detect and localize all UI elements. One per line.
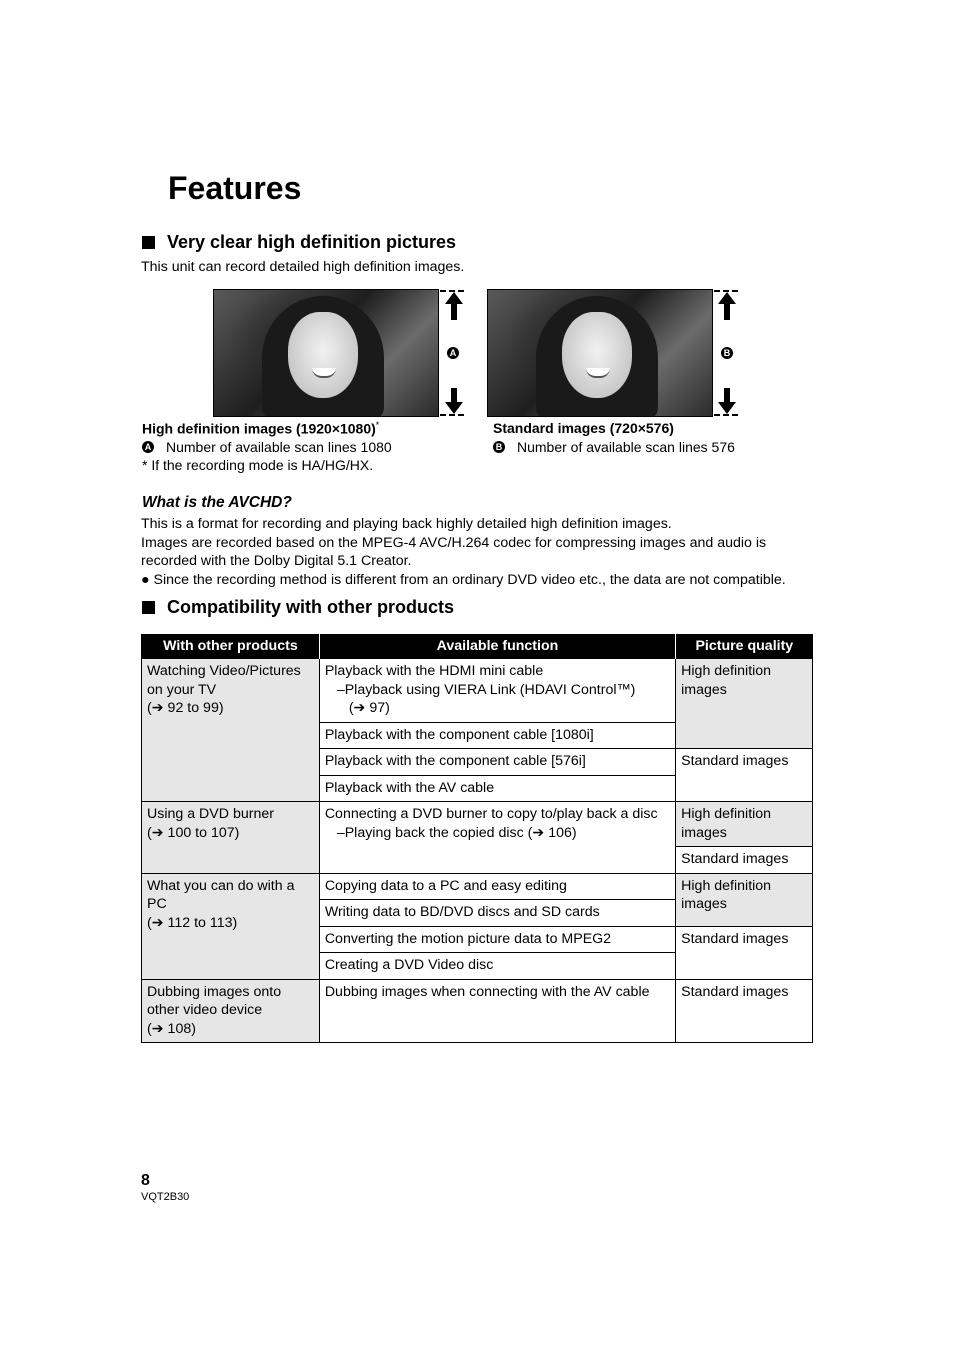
quality-cell-hd [676, 873, 813, 926]
quality-cell-sd: Standard images [676, 926, 813, 979]
function-cell: Playback with the component cable [1080i] [319, 722, 675, 749]
function-text: Connecting a DVD burner to copy to/play back a disc [324, 806, 658, 822]
avchd-line-2: Images are recorded based on the MPEG-4 AVC/H.264 codec for compressing images and audio is [141, 534, 767, 551]
avchd-line-3: recorded with the Dolby Digital 5.1 Creator. [141, 553, 412, 569]
photo-face [288, 312, 358, 398]
product-text: What you can do with a [147, 877, 295, 894]
quality-text: High definition [681, 663, 772, 679]
hd-marker-a: A [447, 347, 459, 359]
hd-scan-note-text: Number of available scan lines 1080 [166, 439, 392, 455]
avchd-body [141, 515, 831, 589]
function-cell: Dubbing images when connecting with the AV cable [319, 979, 675, 1043]
page-reference: (➔ 100 to 107) [147, 824, 240, 841]
sd-scan-note-text: Number of available scan lines 576 [517, 439, 735, 455]
section-heading-hd-text: Very clear high definition pictures [167, 232, 457, 252]
hd-caption-footnote-mark: * [375, 420, 380, 430]
function-cell: Writing data to BD/DVD discs and SD cards [319, 900, 675, 927]
avchd-line-1: This is a format for recording and playing back highly detailed high definition images. [141, 516, 672, 532]
function-subtext: –Playing back the copied disc (➔ 106) [336, 824, 577, 841]
model-code: VQT2B30 [141, 1191, 190, 1203]
table-row [142, 979, 813, 1043]
product-text: Using a DVD burner [147, 806, 274, 822]
page-title: Features [168, 170, 302, 206]
function-cell [319, 659, 675, 723]
function-cell: Copying data to a PC and easy editing [319, 873, 675, 900]
product-text: other video device [147, 1002, 263, 1018]
table-row [142, 873, 813, 900]
product-text: Watching Video/Pictures [147, 663, 301, 679]
hd-sample-photo [213, 289, 439, 417]
quality-cell-sd: Standard images [676, 979, 813, 1043]
section-heading-hd [142, 232, 456, 253]
function-subtext: –Playback using VIERA Link (HDAVI Control™) [336, 681, 636, 698]
product-cell-tv [142, 659, 320, 802]
quality-text: High definition [681, 806, 772, 822]
product-cell-pc [142, 873, 320, 979]
function-cell: Creating a DVD Video disc [319, 953, 675, 980]
page-reference: (➔ 108) [147, 1020, 196, 1037]
table-row [142, 802, 813, 847]
avchd-heading: What is the AVCHD? [142, 494, 292, 511]
quality-text: images [681, 824, 727, 841]
sd-sample-photo [487, 289, 713, 417]
hd-intro-text: This unit can record detailed high definition images. [141, 259, 465, 275]
sd-scan-note [493, 439, 735, 455]
page-reference: (➔ 97) [348, 700, 390, 716]
square-bullet-icon [142, 236, 155, 249]
avchd-bullet: ● Since the recording method is different from an ordinary DVD video etc., the data are not compatible. [141, 571, 786, 588]
product-text: Dubbing images onto [147, 983, 282, 1000]
col-header-products: With other products [142, 634, 320, 659]
function-cell: Converting the motion picture data to MPEG2 [319, 926, 675, 953]
hd-caption [142, 420, 379, 437]
quality-text: images [681, 681, 727, 698]
compatibility-table [141, 634, 813, 1043]
page-number: 8 [141, 1172, 150, 1189]
function-cell: Playback with the AV cable [319, 775, 675, 802]
col-header-quality: Picture quality [676, 634, 813, 659]
sd-caption-text: Standard images (720×576) [493, 420, 674, 436]
quality-cell-sd: Standard images [676, 749, 813, 802]
product-cell-dvd [142, 802, 320, 874]
product-cell-dubbing [142, 979, 320, 1043]
hd-footnote: * If the recording mode is HA/HG/HX. [142, 457, 374, 473]
function-text: Playback with the HDMI mini cable [324, 663, 544, 679]
section-heading-compat-text: Compatibility with other products [167, 597, 454, 617]
sd-marker-b: B [721, 347, 733, 359]
table-row [142, 659, 813, 723]
function-cell [319, 802, 675, 874]
marker-a-icon: A [142, 441, 154, 453]
marker-b-icon: B [493, 441, 505, 453]
quality-text: images [681, 896, 727, 912]
product-text: PC [147, 896, 167, 912]
quality-cell-hd [676, 659, 813, 749]
square-bullet-icon [142, 601, 155, 614]
page-reference: (➔ 112 to 113) [147, 914, 238, 931]
col-header-function: Available function [319, 634, 675, 659]
sd-caption [493, 420, 674, 436]
quality-cell-hd [676, 802, 813, 847]
function-cell: Playback with the component cable [576i] [319, 749, 675, 776]
page-reference: (➔ 92 to 99) [147, 700, 224, 716]
photo-face [562, 312, 632, 398]
section-heading-compat [142, 597, 454, 618]
product-text: on your TV [147, 681, 217, 698]
table-header-row [142, 634, 813, 659]
hd-scan-note [142, 439, 392, 455]
hd-caption-text: High definition images (1920×1080) [142, 420, 376, 437]
quality-text: High definition [681, 877, 772, 894]
quality-cell-sd: Standard images [676, 847, 813, 874]
